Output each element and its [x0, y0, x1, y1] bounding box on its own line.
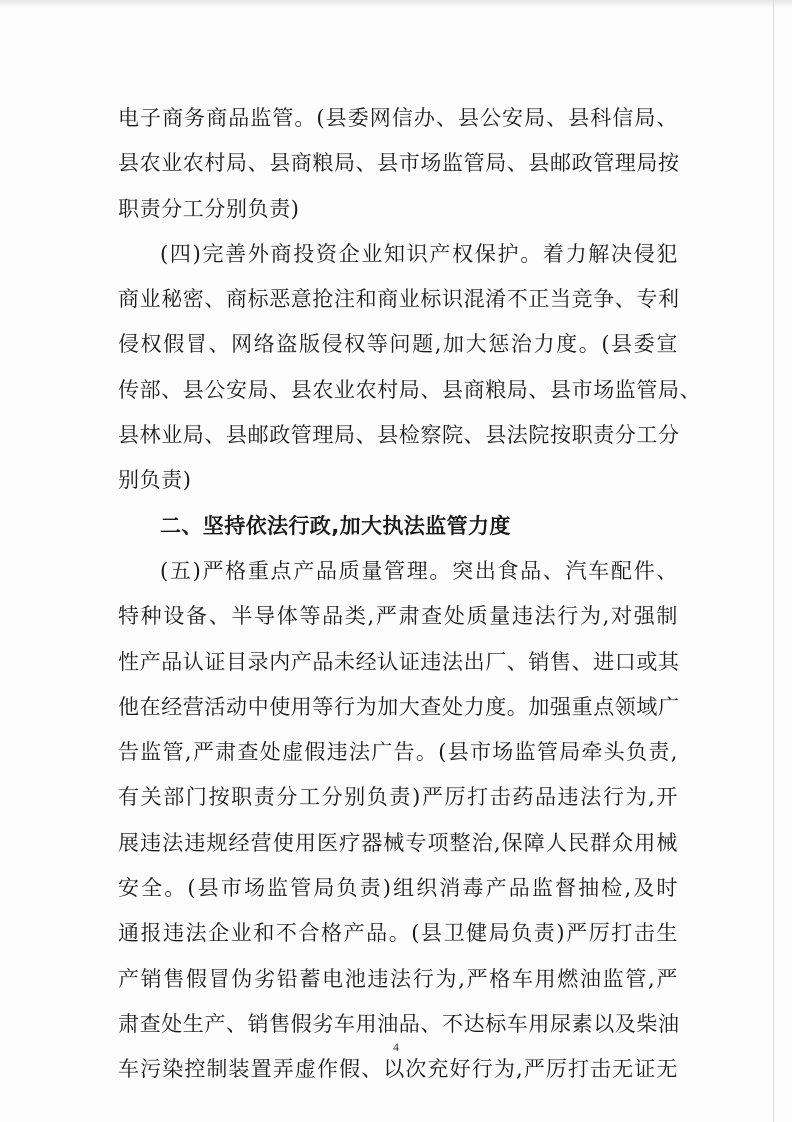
text-line: 通报违法企业和不合格产品。(县卫健局负责)严厉打击生 — [118, 921, 678, 946]
text-line: 商业秘密、商标恶意抢注和商业标识混淆不正当竞争、专利 — [118, 287, 680, 312]
paragraph-four-title: (四)完善外商投资企业知识产权保护。着力解决侵犯 — [160, 241, 678, 266]
page-edge — [773, 0, 774, 1122]
text-line: 别负责) — [118, 468, 192, 493]
text-line: 传部、县公安局、县农业农村局、县商粮局、县市场监管局、 — [118, 377, 702, 402]
page-number: 4 — [393, 1040, 399, 1054]
text-line: 县林业局、县邮政管理局、县检察院、县法院按职责分工分 — [118, 423, 680, 448]
text-line: 性产品认证目录内产品未经认证违法出厂、销售、进口或其 — [118, 649, 680, 674]
text-line: 职责分工分别负责) — [118, 196, 300, 221]
text-line: 产销售假冒伪劣铅蓄电池违法行为,严格车用燃油监管,严 — [118, 966, 678, 991]
text-line: 他在经营活动中使用等行为加大查处力度。加强重点领域广 — [118, 694, 680, 719]
text-line: 告监管,严肃查处虚假违法广告。(县市场监管局牵头负责, — [118, 740, 678, 765]
text-line: 肃查处生产、销售假劣车用油品、不达标车用尿素以及柴油 — [118, 1011, 680, 1036]
text-line: 县农业农村局、县商粮局、县市场监管局、县邮政管理局按 — [118, 151, 680, 176]
text-line: 有关部门按职责分工分别负责)严厉打击药品违法行为,开 — [118, 785, 678, 810]
text-line: 车污染控制装置弄虚作假、以次充好行为,严厉打击无证无 — [118, 1057, 678, 1082]
scan-shadow — [0, 0, 792, 8]
section-heading: 二、坚持依法行政,加大执法监管力度 — [160, 513, 511, 538]
document-body — [118, 96, 702, 1093]
text-line: 侵权假冒、网络盗版侵权等问题,加大惩治力度。(县委宣 — [118, 332, 678, 357]
text-line: 特种设备、半导体等品类,严肃查处质量违法行为,对强制 — [118, 604, 678, 629]
text-line: 展违法违规经营使用医疗器械专项整治,保障人民群众用械 — [118, 830, 678, 855]
text-line: 电子商务商品监管。(县委网信办、县公安局、县科信局、 — [118, 106, 678, 130]
paragraph-five-title: (五)严格重点产品质量管理。突出食品、汽车配件、 — [160, 558, 678, 583]
text-line: 安全。(县市场监管局负责)组织消毒产品监督抽检,及时 — [118, 876, 678, 901]
